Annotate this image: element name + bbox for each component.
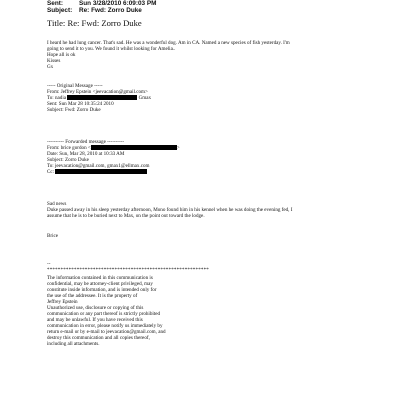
original-divider: ----- Original Message ----- (47, 83, 103, 89)
disclaimer-line: return e-mail or by e-mail to jeevacation@gmail.com, and (47, 329, 166, 335)
disclaimer-line: The information contained in this communication is (47, 275, 153, 281)
forwarded-cc-row (47, 169, 147, 175)
subject-row (47, 7, 142, 14)
reply-line-5: Gx (47, 64, 54, 70)
disclaimer-line: Unauthorized use, disclosure or copying of this (47, 305, 144, 311)
original-to-prefix: To: nadia (47, 95, 67, 101)
forwarded-from-suffix: > (176, 145, 180, 151)
disclaimer-line: Jeffrey Epstein (47, 299, 78, 305)
original-subject: Subject: Fwd: Zorro Duke (47, 107, 101, 113)
disclaimer-line: and may be unlawful. If you have received this (47, 317, 143, 323)
redaction-bar (55, 169, 147, 174)
reply-line-2: going to send it to you. We found it whilst looking for Amelia.. (47, 46, 176, 52)
disclaimer-line: communication or any part thereof is strictly prohibited (47, 311, 161, 317)
subject-label: Subject: (47, 7, 73, 14)
sent-value: Sun 3/28/2010 6:09:03 PM (79, 0, 157, 7)
forwarded-subject: Subject: Zorro Duke (47, 157, 89, 163)
redaction-bar (91, 145, 177, 150)
body-line-3: assume that he is to be buried next to Max, on the point out toward the lodge. (47, 213, 205, 219)
disclaimer-line: destroy this communication and all copies thereof, (47, 335, 150, 341)
disclaimer-line: communication in error, please notify us immediately by (47, 323, 163, 329)
sent-row (47, 0, 156, 7)
forwarded-divider: ---------- Forwarded message ---------- (47, 139, 125, 145)
sent-label: Sent: (47, 0, 63, 7)
disclaimer-line: confidential, may be attorney-client privileged, may (47, 281, 153, 287)
forwarded-to: To: jeevacation@gmail.com, gmax1@ellmax.com (47, 163, 150, 169)
email-title: Title: Re: Fwd: Zorro Duke (47, 18, 142, 28)
forwarded-from-prefix: From: brice gordon < (47, 145, 91, 151)
footer-stars: ************************************************************ (47, 268, 209, 273)
reply-line-1: I heard he had lung cancer. That's sad. He was a wonderful dog. Am in CA. Named a new species of fish yesterday. I'm (47, 40, 290, 46)
reply-line-3: Hope all is ok (47, 52, 76, 58)
reply-line-4: Kisses (47, 58, 61, 64)
forwarded-date: Date: Sun, Mar 28, 2010 at 10:33 AM (47, 151, 125, 157)
disclaimer-line: constitute inside information, and is intended only for (47, 287, 157, 293)
disclaimer-line: including all attachments. (47, 341, 100, 347)
body-line-1: Sad news (47, 201, 67, 207)
signature: Brice (47, 233, 59, 239)
original-to-suffix: Gmax (138, 95, 152, 101)
body-line-2: Duke passed away in his sleep yesterday afternoon, Mono found him in his kennel when he was doing the evening fed, I (47, 207, 293, 213)
forwarded-cc-label: Cc: (47, 169, 55, 175)
original-sent: Sent: Sun Mar 28 10:35:24 2010 (47, 101, 114, 107)
disclaimer-line: the use of the addressee. It is the property of (47, 293, 138, 299)
redaction-bar (67, 95, 137, 100)
footer-dashes: -- (47, 261, 51, 267)
original-from: From: Jeffrey Epstein <jeevacation@gmail.com> (47, 89, 148, 95)
subject-value: Re: Fwd: Zorro Duke (79, 7, 142, 14)
